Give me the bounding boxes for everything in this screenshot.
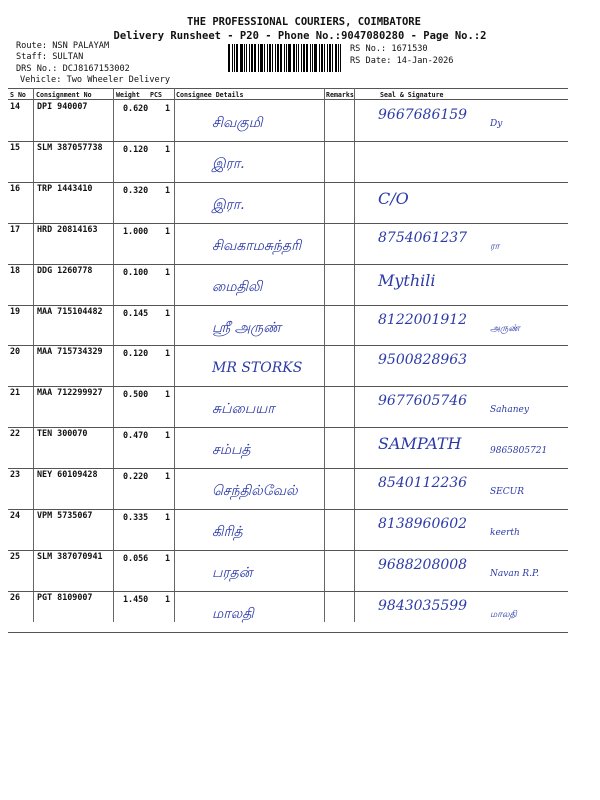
row-sno: 15 — [10, 141, 21, 152]
row-weight: 0.620 — [123, 103, 149, 113]
consignee-handwriting: சம்பத் — [212, 442, 251, 459]
barcode-bar — [319, 44, 320, 72]
row-weight: 0.335 — [123, 512, 149, 522]
barcode-bar — [310, 44, 311, 72]
runsheet-title: Delivery Runsheet - P20 - Phone No.:9047080280 - Page No.:2 — [113, 30, 487, 42]
barcode-bar — [327, 44, 328, 72]
signature-handwriting: 9500828963 — [378, 352, 468, 369]
barcode — [228, 44, 348, 72]
barcode-bar — [296, 44, 297, 72]
signature-handwriting: 8754061237 — [378, 229, 468, 246]
row-rule — [8, 427, 568, 428]
consignee-handwriting: இரா. — [212, 155, 245, 172]
consignee-handwriting: சுப்பையா — [212, 401, 275, 418]
consignee-handwriting: கிரித் — [212, 524, 243, 540]
rs-number: RS No.: 1671530 — [350, 44, 428, 54]
row-sno: 25 — [10, 550, 21, 561]
row-consignment: MAA 715734329 — [37, 346, 103, 357]
row-sno: 20 — [10, 346, 21, 357]
barcode-bar — [244, 44, 245, 72]
consignee-handwriting: சிவகாமசுந்தரி — [212, 237, 302, 254]
barcode-bar — [288, 44, 291, 72]
row-consignment: NEY 60109428 — [37, 469, 98, 480]
rs-date: RS Date: 14-Jan-2026 — [350, 56, 454, 66]
barcode-bar — [260, 44, 263, 72]
signature-handwriting: Mythili — [378, 270, 436, 290]
signature-handwriting: 8540112236 — [378, 475, 468, 492]
row-sno: 14 — [10, 101, 21, 111]
barcode-bar — [324, 44, 325, 72]
barcode-bar — [246, 44, 247, 72]
signature-handwriting-2: SECUR — [490, 487, 524, 498]
drs-label: DRS No.: DCJ8167153002 — [16, 64, 130, 74]
barcode-bar — [314, 44, 317, 72]
barcode-bar — [232, 44, 233, 72]
col-divider — [354, 88, 355, 622]
barcode-bar — [272, 44, 273, 72]
barcode-bar — [258, 44, 259, 72]
barcode-bar — [335, 44, 337, 72]
row-pcs: 1 — [165, 225, 171, 236]
barcode-bar — [321, 44, 323, 72]
barcode-bar — [301, 44, 302, 72]
consignee-handwriting: செந்தில்வேல் — [212, 483, 298, 500]
signature-handwriting-2: அருண் — [490, 323, 520, 334]
row-weight: 0.056 — [123, 552, 149, 563]
barcode-bar — [251, 44, 253, 72]
row-weight: 0.120 — [123, 143, 149, 154]
barcode-bar — [332, 44, 333, 72]
row-weight: 1.450 — [123, 593, 149, 604]
barcode-bar — [340, 44, 341, 72]
row-pcs: 1 — [165, 389, 171, 400]
signature-handwriting-2: Sahaney — [490, 405, 529, 416]
vehicle-label: Vehicle: Two Wheeler Delivery — [20, 75, 171, 85]
row-pcs: 1 — [165, 266, 171, 277]
barcode-bar — [312, 44, 313, 72]
signature-handwriting-2: keerth — [490, 528, 520, 538]
barcode-bar — [306, 44, 308, 72]
row-weight: 0.145 — [123, 307, 149, 318]
row-rule — [8, 632, 568, 633]
col-pcs: PCS — [150, 91, 162, 99]
row-weight: 0.470 — [123, 430, 149, 441]
consignee-handwriting: மைதிலி — [212, 278, 263, 295]
barcode-bar — [264, 44, 265, 72]
row-consignment: DDG 1260778 — [37, 264, 93, 275]
barcode-bar — [249, 44, 250, 72]
row-consignment: DPI 940007 — [37, 101, 88, 111]
row-consignment: HRD 20814163 — [37, 223, 98, 234]
row-pcs: 1 — [165, 512, 171, 522]
barcode-bar — [254, 44, 256, 72]
barcode-bar — [338, 44, 339, 72]
barcode-bar — [269, 44, 271, 72]
row-consignment: TEN 300070 — [37, 428, 88, 439]
barcode-bar — [267, 44, 268, 72]
row-pcs: 1 — [165, 307, 171, 318]
row-consignment: MAA 715104482 — [37, 305, 103, 316]
row-sno: 18 — [10, 264, 21, 275]
row-consignment: VPM 5735067 — [37, 510, 93, 520]
barcode-bar — [228, 44, 230, 72]
signature-handwriting: 9688208008 — [378, 556, 468, 573]
row-weight: 0.120 — [123, 348, 149, 359]
row-pcs: 1 — [165, 143, 171, 154]
row-pcs: 1 — [165, 593, 171, 604]
row-consignment: SLM 387057738 — [37, 141, 103, 152]
barcode-bar — [236, 44, 238, 72]
row-consignment: MAA 712299927 — [37, 387, 103, 398]
staff-label: Staff: SULTAN — [16, 52, 84, 62]
row-consignment: PGT 8109007 — [37, 591, 93, 602]
col-divider — [174, 88, 175, 622]
signature-handwriting: 9667686159 — [378, 107, 468, 123]
col-divider — [33, 88, 34, 622]
row-pcs: 1 — [165, 430, 171, 441]
barcode-bar — [329, 44, 331, 72]
col-divider — [113, 88, 114, 622]
signature-handwriting-2: ரா — [490, 241, 500, 252]
barcode-bar — [234, 44, 235, 72]
barcode-bar — [275, 44, 276, 72]
col-consignee: Consignee Details — [176, 91, 244, 99]
row-sno: 16 — [10, 182, 21, 193]
row-pcs: 1 — [165, 471, 171, 482]
signature-handwriting: 8138960602 — [378, 516, 468, 532]
row-weight: 0.320 — [123, 184, 149, 195]
barcode-bar — [284, 44, 285, 72]
consignee-handwriting: சிவகுமி — [212, 115, 263, 131]
barcode-bar — [277, 44, 279, 72]
row-sno: 21 — [10, 387, 21, 398]
table-top-rule — [8, 88, 568, 89]
company-title: THE PROFESSIONAL COURIERS, COIMBATORE — [187, 16, 421, 28]
consignee-handwriting: மாலதி — [212, 605, 254, 622]
row-consignment: TRP 1443410 — [37, 182, 93, 193]
signature-handwriting-2: மாலதி — [490, 609, 517, 620]
barcode-bar — [286, 44, 287, 72]
signature-handwriting: C/O — [378, 188, 409, 208]
row-pcs: 1 — [165, 552, 171, 563]
row-sno: 22 — [10, 428, 21, 439]
row-sno: 17 — [10, 223, 21, 234]
row-sno: 24 — [10, 510, 21, 520]
route-label: Route: NSN PALAYAM — [16, 41, 110, 51]
consignee-handwriting: ஸ்ரீ அருண் — [212, 319, 282, 336]
row-sno: 19 — [10, 305, 21, 316]
col-seal: Seal & Signature — [380, 91, 444, 99]
signature-handwriting: SAMPATH — [378, 434, 462, 454]
col-remarks: Remarks — [326, 91, 354, 99]
row-pcs: 1 — [165, 184, 171, 195]
signature-handwriting-2: Dy — [490, 119, 503, 129]
row-pcs: 1 — [165, 103, 171, 113]
col-sno: S No — [10, 91, 26, 99]
col-consignment: Consignment No — [36, 91, 92, 99]
row-sno: 26 — [10, 591, 21, 602]
row-weight: 0.100 — [123, 266, 149, 277]
row-weight: 0.500 — [123, 389, 149, 400]
col-weight: Weight — [116, 91, 140, 99]
consignee-handwriting: பரதன் — [212, 564, 253, 581]
signature-handwriting-2: Navan R.P. — [490, 568, 540, 579]
row-weight: 0.220 — [123, 471, 149, 482]
barcode-bar — [240, 44, 243, 72]
barcode-bar — [280, 44, 282, 72]
consignee-handwriting: MR STORKS — [212, 360, 303, 377]
barcode-bar — [303, 44, 305, 72]
table-header-rule — [8, 99, 568, 100]
row-sno: 23 — [10, 469, 21, 480]
row-weight: 1.000 — [123, 225, 149, 236]
row-consignment: SLM 387070941 — [37, 550, 103, 561]
barcode-bar — [298, 44, 299, 72]
consignee-handwriting: இரா. — [212, 196, 245, 213]
signature-handwriting: 8122001912 — [378, 311, 468, 328]
col-divider — [324, 88, 325, 622]
barcode-bar — [293, 44, 295, 72]
signature-handwriting: 9843035599 — [378, 597, 468, 614]
signature-handwriting-2: 9865805721 — [490, 446, 548, 457]
signature-handwriting: 9677605746 — [378, 393, 468, 410]
row-pcs: 1 — [165, 348, 171, 359]
